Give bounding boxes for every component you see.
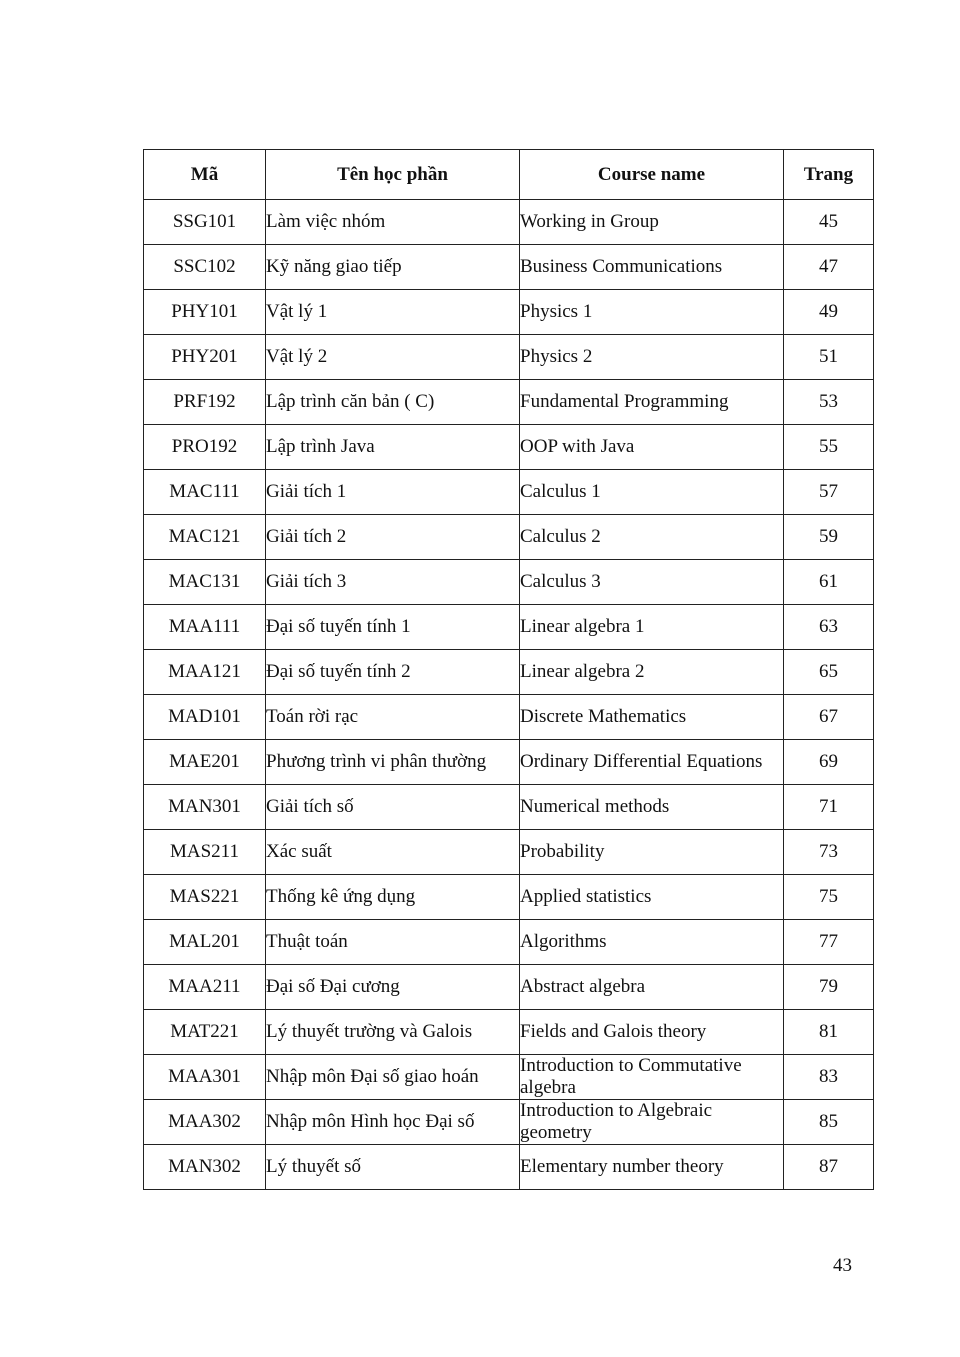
- vietnamese-name-cell: Nhập môn Đại số giao hoán: [266, 1055, 520, 1100]
- vietnamese-name-cell: Thống kê ứng dụng: [266, 875, 520, 920]
- course-name-cell: Probability: [520, 830, 784, 875]
- page-ref-cell: 45: [784, 200, 874, 245]
- course-name-cell: Abstract algebra: [520, 965, 784, 1010]
- course-name-cell: Fundamental Programming: [520, 380, 784, 425]
- course-code-cell: MAA211: [144, 965, 266, 1010]
- course-name-cell: Discrete Mathematics: [520, 695, 784, 740]
- page-ref-cell: 47: [784, 245, 874, 290]
- table-row: [144, 1055, 874, 1100]
- table-row: [144, 290, 874, 335]
- course-name-cell: Ordinary Differential Equations: [520, 740, 784, 785]
- course-code-cell: MAD101: [144, 695, 266, 740]
- course-name-cell: Business Communications: [520, 245, 784, 290]
- course-name-cell: Calculus 1: [520, 470, 784, 515]
- vietnamese-name-cell: Lý thuyết trường và Galois: [266, 1010, 520, 1055]
- course-name-cell: Introduction to Algebraic geometry: [520, 1100, 784, 1145]
- page-ref-cell: 75: [784, 875, 874, 920]
- course-code-cell: MAL201: [144, 920, 266, 965]
- course-code-cell: PHY201: [144, 335, 266, 380]
- vietnamese-name-cell: Thuật toán: [266, 920, 520, 965]
- course-name-cell: Linear algebra 1: [520, 605, 784, 650]
- vietnamese-name-cell: Đại số tuyến tính 1: [266, 605, 520, 650]
- vietnamese-name-cell: Làm việc nhóm: [266, 200, 520, 245]
- course-name-cell: Calculus 2: [520, 515, 784, 560]
- header-course-name: Course name: [520, 150, 784, 200]
- table-row: [144, 830, 874, 875]
- course-code-cell: MAT221: [144, 1010, 266, 1055]
- course-name-cell: Fields and Galois theory: [520, 1010, 784, 1055]
- vietnamese-name-cell: Giải tích số: [266, 785, 520, 830]
- table-row: [144, 200, 874, 245]
- page-ref-cell: 57: [784, 470, 874, 515]
- course-code-cell: MAS221: [144, 875, 266, 920]
- course-name-cell: Physics 2: [520, 335, 784, 380]
- vietnamese-name-cell: Toán rời rạc: [266, 695, 520, 740]
- page-ref-cell: 49: [784, 290, 874, 335]
- page-ref-cell: 83: [784, 1055, 874, 1100]
- table-row: [144, 470, 874, 515]
- vietnamese-name-cell: Kỹ năng giao tiếp: [266, 245, 520, 290]
- table-row: [144, 695, 874, 740]
- course-code-cell: MAA121: [144, 650, 266, 695]
- table-row: [144, 920, 874, 965]
- course-code-cell: PHY101: [144, 290, 266, 335]
- vietnamese-name-cell: Lý thuyết số: [266, 1145, 520, 1190]
- table-row: [144, 1100, 874, 1145]
- vietnamese-name-cell: Đại số tuyến tính 2: [266, 650, 520, 695]
- page-ref-cell: 87: [784, 1145, 874, 1190]
- vietnamese-name-cell: Đại số Đại cương: [266, 965, 520, 1010]
- course-code-cell: MAA302: [144, 1100, 266, 1145]
- table-row: [144, 605, 874, 650]
- course-table: [143, 149, 874, 1190]
- table-row: [144, 785, 874, 830]
- course-code-cell: MAA301: [144, 1055, 266, 1100]
- course-code-cell: PRF192: [144, 380, 266, 425]
- table-header: [144, 150, 874, 200]
- course-code-cell: MAN301: [144, 785, 266, 830]
- vietnamese-name-cell: Vật lý 2: [266, 335, 520, 380]
- table-row: [144, 965, 874, 1010]
- table-row: [144, 560, 874, 605]
- course-name-cell: OOP with Java: [520, 425, 784, 470]
- course-name-cell: Numerical methods: [520, 785, 784, 830]
- table-body: [144, 200, 874, 1190]
- table-row: [144, 245, 874, 290]
- course-name-cell: Elementary number theory: [520, 1145, 784, 1190]
- table-row: [144, 740, 874, 785]
- course-code-cell: MAC121: [144, 515, 266, 560]
- course-code-cell: MAE201: [144, 740, 266, 785]
- course-name-cell: Calculus 3: [520, 560, 784, 605]
- course-code-cell: SSC102: [144, 245, 266, 290]
- table-row: [144, 1010, 874, 1055]
- page-ref-cell: 63: [784, 605, 874, 650]
- page-ref-cell: 55: [784, 425, 874, 470]
- page-ref-cell: 73: [784, 830, 874, 875]
- page-ref-cell: 79: [784, 965, 874, 1010]
- table-row: [144, 425, 874, 470]
- page-ref-cell: 71: [784, 785, 874, 830]
- table-row: [144, 380, 874, 425]
- page-number: 43: [833, 1255, 852, 1276]
- page-ref-cell: 53: [784, 380, 874, 425]
- header-vietnamese-name: Tên học phần: [266, 150, 520, 200]
- vietnamese-name-cell: Lập trình Java: [266, 425, 520, 470]
- page-ref-cell: 85: [784, 1100, 874, 1145]
- course-code-cell: MAA111: [144, 605, 266, 650]
- course-code-cell: MAS211: [144, 830, 266, 875]
- vietnamese-name-cell: Lập trình căn bản ( C): [266, 380, 520, 425]
- course-code-cell: MAC111: [144, 470, 266, 515]
- course-name-cell: Applied statistics: [520, 875, 784, 920]
- header-row: [144, 150, 874, 200]
- vietnamese-name-cell: Vật lý 1: [266, 290, 520, 335]
- header-code: Mã: [144, 150, 266, 200]
- page-ref-cell: 51: [784, 335, 874, 380]
- table-row: [144, 515, 874, 560]
- page-ref-cell: 67: [784, 695, 874, 740]
- course-name-cell: Linear algebra 2: [520, 650, 784, 695]
- vietnamese-name-cell: Giải tích 2: [266, 515, 520, 560]
- vietnamese-name-cell: Xác suất: [266, 830, 520, 875]
- page-ref-cell: 81: [784, 1010, 874, 1055]
- vietnamese-name-cell: Phương trình vi phân thường: [266, 740, 520, 785]
- page-ref-cell: 69: [784, 740, 874, 785]
- course-code-cell: SSG101: [144, 200, 266, 245]
- page-ref-cell: 65: [784, 650, 874, 695]
- header-page: Trang: [784, 150, 874, 200]
- page-ref-cell: 61: [784, 560, 874, 605]
- course-name-cell: Introduction to Commutative algebra: [520, 1055, 784, 1100]
- page-ref-cell: 59: [784, 515, 874, 560]
- table-row: [144, 335, 874, 380]
- vietnamese-name-cell: Giải tích 1: [266, 470, 520, 515]
- course-name-cell: Physics 1: [520, 290, 784, 335]
- page-ref-cell: 77: [784, 920, 874, 965]
- course-code-cell: MAC131: [144, 560, 266, 605]
- table-row: [144, 650, 874, 695]
- course-name-cell: Algorithms: [520, 920, 784, 965]
- course-code-cell: PRO192: [144, 425, 266, 470]
- course-name-cell: Working in Group: [520, 200, 784, 245]
- vietnamese-name-cell: Nhập môn Hình học Đại số: [266, 1100, 520, 1145]
- vietnamese-name-cell: Giải tích 3: [266, 560, 520, 605]
- course-code-cell: MAN302: [144, 1145, 266, 1190]
- table-row: [144, 875, 874, 920]
- table-row: [144, 1145, 874, 1190]
